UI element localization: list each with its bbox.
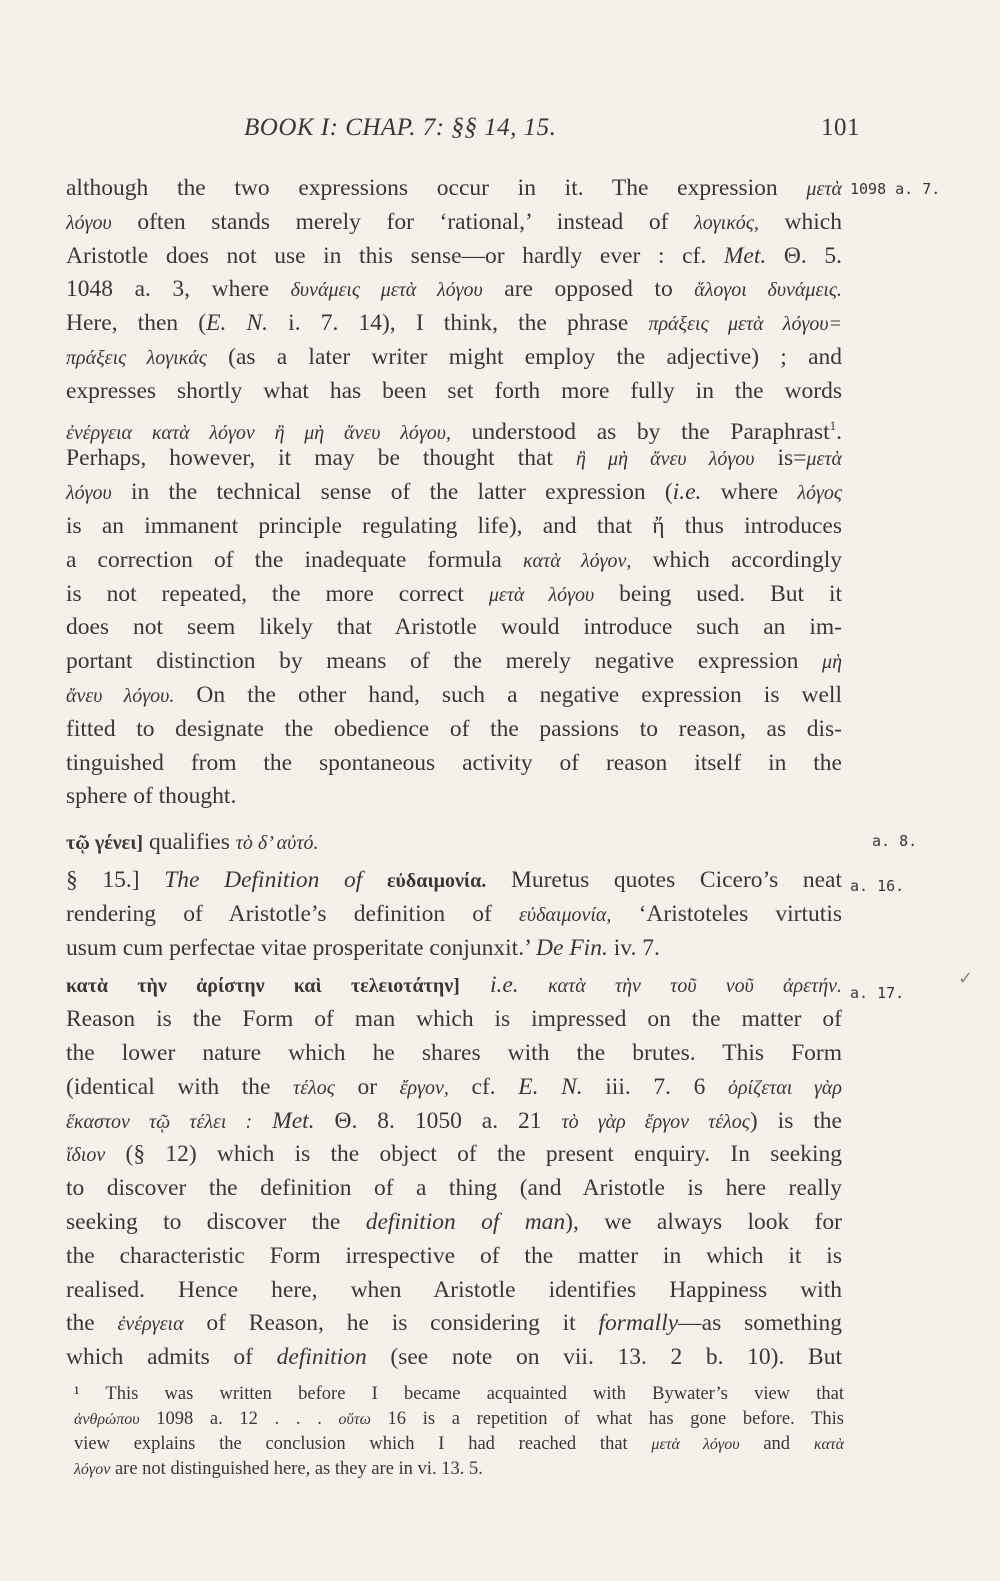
text-line: πράξεις λογικάς (as a later writer might employ the adjective) ; and — [66, 343, 842, 370]
running-title: BOOK I: CHAP. 7: §§ 14, 15. — [244, 114, 557, 141]
text-line: a correction of the inadequate formula κατὰ λόγον, which accordingly — [66, 546, 842, 573]
text-line: rendering of Aristotle’s definition of εὐδαιμονία, ‘Aristoteles virtutis — [66, 900, 842, 927]
section-heading-line: § 15.] The Definition of εὐδαιμονία. Muretus quotes Cicero’s neat — [66, 866, 842, 893]
footnote-line: ἀνθρώπου 1098 a. 12 . . . οὕτω 16 is a repetition of what has gone before. This — [74, 1409, 844, 1429]
text-line: fitted to designate the obedience of the passions to reason, as dis- — [66, 715, 842, 742]
footnote-line: ¹ This was written before I became acquainted with Bywater’s view that — [74, 1384, 844, 1404]
text-line: the lower nature which he shares with the brutes. This Form — [66, 1039, 842, 1066]
text-line: Aristotle does not use in this sense—or hardly ever : cf. Met. Θ. 5. — [66, 242, 842, 269]
text-line: expresses shortly what has been set forth more fully in the words — [66, 377, 842, 404]
text-line: tinguished from the spontaneous activity of reason itself in the — [66, 749, 842, 776]
text-line: ἐνέργεια κατὰ λόγον ἢ μὴ ἄνευ λόγου, understood as by the Paraphrast$^1$. — [66, 417, 842, 445]
text-line: which admits of definition (see note on vii. 13. 2 b. 10). But — [66, 1344, 842, 1371]
margin-ref-a16: a. 16. — [850, 877, 905, 895]
text-line: does not seem likely that Aristotle would introduce such an im- — [66, 614, 842, 641]
text-line: seeking to discover the definition of man), we always look for — [66, 1208, 843, 1235]
body-text — [66, 172, 842, 1375]
margin-ref-1098a7: 1098 a. 7. — [850, 180, 941, 198]
pencil-check-mark: ✓ — [958, 968, 974, 989]
text-line: (identical with the τέλος or ἔργον, cf. E. N. iii. 7. 6 ὁρίζεται γὰρ — [66, 1073, 842, 1100]
margin-ref-a8: a. 8. — [872, 832, 918, 850]
text-line: to discover the definition of a thing (and Aristotle is here really — [66, 1175, 842, 1202]
text-line: Perhaps, however, it may be thought that ἢ μὴ ἄνευ λόγου is=μετὰ — [66, 445, 842, 472]
text-line: λόγου often stands merely for ‘rational,’ instead of λογικός, which — [66, 208, 842, 235]
text-line: is an immanent principle regulating life), and that ἤ thus introduces — [66, 512, 842, 539]
text-line: is not repeated, the more correct μετὰ λόγου being used. But it — [66, 580, 843, 607]
text-line: ἄνευ λόγου. On the other hand, such a negative expression is well — [66, 681, 842, 708]
text-line: Reason is the Form of man which is impressed on the matter of — [66, 1006, 842, 1033]
footnote-line: view explains the conclusion which I had reached that μετὰ λόγου and κατὰ — [74, 1434, 845, 1454]
lemma-line: κατὰ τὴν ἀρίστην καὶ τελειοτάτην] i.e. κατὰ τὴν τοῦ νοῦ ἀρετήν. — [66, 972, 842, 999]
text-line: realised. Hence here, when Aristotle identifies Happiness with — [66, 1276, 842, 1303]
text-line: the characteristic Form irrespective of the matter in which it is — [66, 1242, 842, 1269]
text-line: usum cum perfectae vitae prosperitate conjunxit.’ De Fin. iv. 7. — [66, 934, 660, 961]
footnote-line: λόγον are not distinguished here, as they are in vi. 13. 5. — [74, 1459, 483, 1479]
text-line: although the two expressions occur in it. The expression μετὰ — [66, 175, 842, 201]
page-number: 101 — [821, 114, 860, 141]
text-line: sphere of thought. — [66, 783, 237, 810]
footnote-marker: 1 — [829, 417, 837, 433]
text-line: 1048 a. 3, where δυνάμεις μετὰ λόγου are opposed to ἄλογοι δυνάμεις. — [66, 276, 842, 303]
text-line: ἕκαστον τῷ τέλει : Met. Θ. 8. 1050 a. 21 τὸ γὰρ ἔργον τέλος) is the — [66, 1107, 842, 1134]
text-line: Here, then (E. N. i. 7. 14), I think, the phrase πράξεις μετὰ λόγου= — [66, 310, 842, 337]
lemma-line: τῷ γένει] qualifies τὸ δ’ αὐτό. — [66, 829, 319, 856]
text-line: the ἐνέργεια of Reason, he is considering it formally—as something — [66, 1310, 842, 1337]
text-line: portant distinction by means of the merely negative expression μὴ — [66, 648, 842, 675]
margin-ref-a17: a. 17. — [850, 984, 905, 1002]
text-line: λόγου in the technical sense of the latter expression (i.e. where λόγος — [66, 479, 842, 506]
text-line: ἴδιον (§ 12) which is the object of the present enquiry. In seeking — [66, 1141, 842, 1168]
footnote — [74, 1382, 844, 1482]
